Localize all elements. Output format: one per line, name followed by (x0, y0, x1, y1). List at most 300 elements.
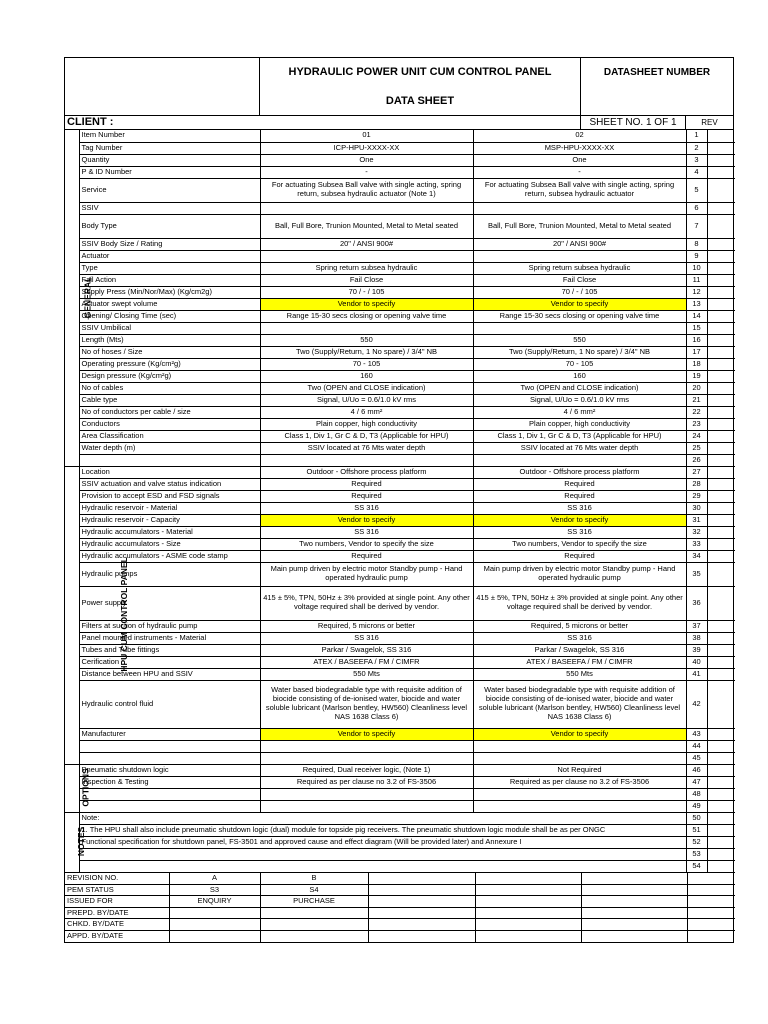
table-row (65, 274, 735, 286)
row-label: Supply Press (Min/Nor/Max) (Kg/cm2g) (79, 286, 260, 298)
table-row (65, 154, 735, 166)
note-row (65, 836, 735, 848)
table-row (65, 562, 735, 586)
row-number: 51 (686, 824, 707, 836)
rev-cell (707, 274, 735, 286)
value-item-01: One (260, 154, 473, 166)
value-item-01 (260, 752, 473, 764)
row-number: 50 (686, 812, 707, 824)
value-item-02: Main pump driven by electric motor Standby pump - Hand operated hydraulic pump (473, 562, 686, 586)
table-row (65, 550, 735, 562)
note-text (79, 848, 686, 860)
rev-cell (707, 478, 735, 490)
table-row (65, 142, 735, 154)
rev-cell (707, 656, 735, 668)
row-number: 53 (686, 848, 707, 860)
value-item-01: Main pump driven by electric motor Standby pump - Hand operated hydraulic pump (260, 562, 473, 586)
row-label: Length (Mts) (79, 334, 260, 346)
row-label: Type (79, 262, 260, 274)
value-item-01: SS 316 (260, 502, 473, 514)
value-item-02 (473, 454, 686, 466)
table-row (65, 130, 735, 142)
revision-label: APPD. BY/DATE (65, 930, 169, 942)
rev-cell (707, 562, 735, 586)
rev-cell (707, 430, 735, 442)
table-row (65, 788, 735, 800)
row-number: 25 (686, 442, 707, 454)
rev-cell (707, 214, 735, 238)
note-text: Note: (79, 812, 686, 824)
value-item-01 (260, 322, 473, 334)
row-number: 29 (686, 490, 707, 502)
value-item-01: 415 ± 5%, TPN, 50Hz ± 3% provided at single point. Any other voltage required shall be derived by vendor. (260, 586, 473, 620)
revision-row (65, 896, 735, 908)
revision-label: PEM STATUS (65, 884, 169, 896)
rev-cell (707, 788, 735, 800)
revision-cell (581, 884, 687, 896)
row-number: 10 (686, 262, 707, 274)
value-item-01: Required (260, 478, 473, 490)
row-label: Panel mounted instruments - Material (79, 632, 260, 644)
rev-cell (707, 848, 735, 860)
row-number: 35 (686, 562, 707, 586)
value-item-02: Parkar / Swagelok, SS 316 (473, 644, 686, 656)
row-label: Hydraulic accumulators - ASME code stamp (79, 550, 260, 562)
row-number: 1 (686, 130, 707, 142)
table-row (65, 202, 735, 214)
row-number: 4 (686, 166, 707, 178)
table-row (65, 382, 735, 394)
table-row (65, 526, 735, 538)
row-label: Hydraulic control fluid (79, 680, 260, 728)
note-row (65, 824, 735, 836)
rev-cell (707, 812, 735, 824)
table-row (65, 538, 735, 550)
row-label: Fail Action (79, 274, 260, 286)
value-item-01 (260, 454, 473, 466)
document-title: HYDRAULIC POWER UNIT CUM CONTROL PANEL (288, 66, 552, 79)
table-row (65, 394, 735, 406)
value-item-02: Vendor to specify (473, 298, 686, 310)
value-item-01: 70 - 105 (260, 358, 473, 370)
revision-cell (368, 919, 475, 931)
value-item-02: For actuating Subsea Ball valve with single acting, spring return, subsea hydraulic actuator (473, 178, 686, 202)
row-number: 28 (686, 478, 707, 490)
rev-cell (707, 644, 735, 656)
value-item-02: 70 / - / 105 (473, 286, 686, 298)
row-number: 8 (686, 238, 707, 250)
value-item-01: Vendor to specify (260, 728, 473, 740)
value-item-01: Parkar / Swagelok, SS 316 (260, 644, 473, 656)
table-row (65, 764, 735, 776)
row-number: 39 (686, 644, 707, 656)
value-item-02 (473, 202, 686, 214)
value-item-02 (473, 788, 686, 800)
table-row (65, 406, 735, 418)
revision-cell (687, 930, 735, 942)
rev-cell (707, 382, 735, 394)
revision-a (169, 930, 260, 942)
value-item-01: Required as per clause no 3.2 of FS-3506 (260, 776, 473, 788)
revision-label: PREPD. BY/DATE (65, 907, 169, 919)
table-row (65, 454, 735, 466)
table-row (65, 346, 735, 358)
revision-a (169, 907, 260, 919)
table-row (65, 250, 735, 262)
revision-cell (368, 873, 475, 885)
value-item-02: Class 1, Div 1, Gr C & D, T3 (Applicable for HPU) (473, 430, 686, 442)
revision-a: S3 (169, 884, 260, 896)
value-item-01: Vendor to specify (260, 298, 473, 310)
value-item-01: Required (260, 550, 473, 562)
revision-b: PURCHASE (260, 896, 368, 908)
document-subtitle: DATA SHEET (385, 94, 455, 107)
value-item-02: Plain copper, high conductivity (473, 418, 686, 430)
revision-row (65, 907, 735, 919)
value-item-01: Two (OPEN and CLOSE indication) (260, 382, 473, 394)
rev-cell (707, 262, 735, 274)
revision-a (169, 919, 260, 931)
rev-cell (707, 728, 735, 740)
table-row (65, 514, 735, 526)
rev-cell (707, 238, 735, 250)
value-item-01: Vendor to specify (260, 514, 473, 526)
value-item-02: 415 ± 5%, TPN, 50Hz ± 3% provided at single point. Any other voltage required shall be derived by vendor. (473, 586, 686, 620)
title-block (260, 58, 581, 115)
row-label: SSIV (79, 202, 260, 214)
value-item-01: Ball, Full Bore, Trunion Mounted, Metal to Metal seated (260, 214, 473, 238)
row-number: 12 (686, 286, 707, 298)
revision-a: A (169, 873, 260, 885)
value-item-01: 550 Mts (260, 668, 473, 680)
row-label: Power supply (79, 586, 260, 620)
note-row (65, 812, 735, 824)
table-row (65, 286, 735, 298)
row-label: Quantity (79, 154, 260, 166)
value-item-02: One (473, 154, 686, 166)
value-item-01: 70 / - / 105 (260, 286, 473, 298)
row-label: Tubes and Tube fittings (79, 644, 260, 656)
row-label: Service (79, 178, 260, 202)
note-text: Functional specification for shutdown panel, FS-3501 and approved cause and effect diagram (Will be provided later) and Annexure I (79, 836, 686, 848)
rev-cell (707, 620, 735, 632)
value-item-02: SS 316 (473, 632, 686, 644)
rev-cell (707, 502, 735, 514)
rev-cell (707, 394, 735, 406)
value-item-02: SS 316 (473, 526, 686, 538)
revision-cell (581, 873, 687, 885)
rev-cell (707, 680, 735, 728)
table-row (65, 334, 735, 346)
table-row (65, 478, 735, 490)
table-row (65, 656, 735, 668)
row-label: Operating pressure (Kg/cm²g) (79, 358, 260, 370)
row-number: 30 (686, 502, 707, 514)
rev-cell (707, 442, 735, 454)
table-row (65, 418, 735, 430)
row-label: Item Number (79, 130, 260, 142)
value-item-02: Vendor to specify (473, 514, 686, 526)
table-row (65, 214, 735, 238)
row-label: Cable type (79, 394, 260, 406)
rev-cell (707, 166, 735, 178)
value-item-02: Two numbers, Vendor to specify the size (473, 538, 686, 550)
row-number: 31 (686, 514, 707, 526)
row-number: 24 (686, 430, 707, 442)
rev-label: REV (701, 118, 718, 127)
rev-cell (707, 526, 735, 538)
row-number: 26 (686, 454, 707, 466)
section-label: OPTIONS (80, 768, 91, 807)
section-options (65, 764, 91, 812)
row-number: 13 (686, 298, 707, 310)
row-number: 47 (686, 776, 707, 788)
table-row (65, 740, 735, 752)
table-row (65, 502, 735, 514)
value-item-01: SS 316 (260, 632, 473, 644)
row-label: Tag Number (79, 142, 260, 154)
value-item-01: Fail Close (260, 274, 473, 286)
row-number: 5 (686, 178, 707, 202)
table-row (65, 298, 735, 310)
table-row (65, 668, 735, 680)
row-label: Actuator swept volume (79, 298, 260, 310)
row-label: Hydraulic pumps (79, 562, 260, 586)
row-number: 14 (686, 310, 707, 322)
value-item-01: Required (260, 490, 473, 502)
row-label: SSIV Body Size / Rating (79, 238, 260, 250)
row-label: Location (79, 466, 260, 478)
revision-a: ENQUIRY (169, 896, 260, 908)
row-label: Distance between HPU and SSIV (79, 668, 260, 680)
row-number: 7 (686, 214, 707, 238)
revision-cell (581, 919, 687, 931)
value-item-01: SS 316 (260, 526, 473, 538)
row-label: Body Type (79, 214, 260, 238)
table-row (65, 800, 735, 812)
table-row (65, 752, 735, 764)
row-number: 23 (686, 418, 707, 430)
revision-row (65, 919, 735, 931)
revision-cell (368, 896, 475, 908)
row-number: 32 (686, 526, 707, 538)
row-number: 27 (686, 466, 707, 478)
rev-cell (707, 406, 735, 418)
row-label: P & ID Number (79, 166, 260, 178)
table-row (65, 166, 735, 178)
value-item-01: Class 1, Div 1, Gr C & D, T3 (Applicable for HPU) (260, 430, 473, 442)
revision-cell (687, 919, 735, 931)
revision-cell (687, 907, 735, 919)
value-item-01: Two (Supply/Return, 1 No spare) / 3/4" NB (260, 346, 473, 358)
rev-cell (707, 860, 735, 872)
value-item-01: Outdoor - Offshore process platform (260, 466, 473, 478)
value-item-01: Signal, U/Uo = 0.6/1.0 kV rms (260, 394, 473, 406)
value-item-02: 02 (473, 130, 686, 142)
revision-b (260, 907, 368, 919)
rev-cell (707, 836, 735, 848)
revision-label: REVISION NO. (65, 873, 169, 885)
value-item-01: Required, 5 microns or better (260, 620, 473, 632)
rev-cell (707, 740, 735, 752)
revision-row (65, 884, 735, 896)
revision-cell (687, 873, 735, 885)
revision-cell (687, 884, 735, 896)
row-number: 33 (686, 538, 707, 550)
row-label: Inspection & Testing (79, 776, 260, 788)
row-number: 9 (686, 250, 707, 262)
value-item-02: - (473, 166, 686, 178)
rev-cell (707, 370, 735, 382)
value-item-02: MSP-HPU-XXXX-XX (473, 142, 686, 154)
row-number: 34 (686, 550, 707, 562)
row-number: 19 (686, 370, 707, 382)
row-number: 15 (686, 322, 707, 334)
value-item-02: Water based biodegradable type with requisite addition of biocide consisting of de-ionised water, biocide and water soluble lubricant (Marlson bentley, HW560) Cleanliness level NAS 1638 Class 6) (473, 680, 686, 728)
value-item-02: Two (OPEN and CLOSE indication) (473, 382, 686, 394)
revision-cell (368, 930, 475, 942)
revision-cell (687, 896, 735, 908)
value-item-01 (260, 250, 473, 262)
value-item-01: ATEX / BASEEFA / FM / CIMFR (260, 656, 473, 668)
value-item-01: 550 (260, 334, 473, 346)
section-label: HPU CUM CONTROL PANEL (118, 557, 129, 672)
value-item-02: Spring return subsea hydraulic (473, 262, 686, 274)
revision-row (65, 873, 735, 885)
value-item-02: Vendor to specify (473, 728, 686, 740)
row-number: 52 (686, 836, 707, 848)
row-number: 11 (686, 274, 707, 286)
note-row (65, 848, 735, 860)
row-number: 40 (686, 656, 707, 668)
value-item-02: SS 316 (473, 502, 686, 514)
datasheet (64, 57, 734, 943)
revision-b: S4 (260, 884, 368, 896)
row-label: No of conductors per cable / size (79, 406, 260, 418)
table-row (65, 644, 735, 656)
row-number: 21 (686, 394, 707, 406)
table-row (65, 310, 735, 322)
row-label: SSIV actuation and valve status indication (79, 478, 260, 490)
row-number: 6 (686, 202, 707, 214)
value-item-02: Two (Supply/Return, 1 No spare) / 3/4" NB (473, 346, 686, 358)
table-row (65, 776, 735, 788)
rev-cell (707, 178, 735, 202)
row-label: Manufacturer (79, 728, 260, 740)
table-row (65, 466, 735, 478)
value-item-02: 70 - 105 (473, 358, 686, 370)
value-item-02: Ball, Full Bore, Trunion Mounted, Metal to Metal seated (473, 214, 686, 238)
value-item-02: 550 (473, 334, 686, 346)
value-item-02: Fail Close (473, 274, 686, 286)
rev-cell (707, 322, 735, 334)
row-number: 44 (686, 740, 707, 752)
rev-cell (707, 418, 735, 430)
sheet-number: SHEET NO. 1 OF 1 (581, 116, 686, 129)
value-item-01: Spring return subsea hydraulic (260, 262, 473, 274)
table-row (65, 728, 735, 740)
value-item-01: Required, Dual receiver logic, (Note 1) (260, 764, 473, 776)
rev-cell (707, 358, 735, 370)
table-row (65, 370, 735, 382)
section-notes (65, 812, 87, 872)
revision-cell (368, 907, 475, 919)
row-number: 49 (686, 800, 707, 812)
section-label: NOTES (76, 826, 87, 857)
rev-cell (707, 466, 735, 478)
value-item-02: Required (473, 478, 686, 490)
rev-cell (707, 130, 735, 142)
table-row (65, 442, 735, 454)
revision-cell (475, 873, 581, 885)
row-number: 48 (686, 788, 707, 800)
value-item-02: Range 15-30 secs closing or opening valve time (473, 310, 686, 322)
note-row (65, 860, 735, 872)
rev-cell (707, 538, 735, 550)
note-text (79, 860, 686, 872)
table-row (65, 262, 735, 274)
value-item-02: ATEX / BASEEFA / FM / CIMFR (473, 656, 686, 668)
value-item-01: Water based biodegradable type with requisite addition of biocide consisting of de-ionised water, biocide and water soluble lubricant (Marlson bentley, HW560) Cleanliness level NAS 1638 Class 6) (260, 680, 473, 728)
rev-cell (707, 286, 735, 298)
rev-cell (707, 454, 735, 466)
revision-b (260, 919, 368, 931)
row-label (79, 800, 260, 812)
row-number: 54 (686, 860, 707, 872)
value-item-02: 20" / ANSI 900# (473, 238, 686, 250)
rev-cell (707, 490, 735, 502)
value-item-02: SSIV located at 76 Mts water depth (473, 442, 686, 454)
value-item-02: Not Required (473, 764, 686, 776)
row-number: 3 (686, 154, 707, 166)
row-number: 36 (686, 586, 707, 620)
note-text: 1. The HPU shall also include pneumatic shutdown logic (dual) module for topside pig receivers. The pneumatic shutdown logic module shall be as per ONGC (79, 824, 686, 836)
rev-cell (707, 586, 735, 620)
value-item-02: 160 (473, 370, 686, 382)
row-number: 22 (686, 406, 707, 418)
rev-cell (707, 824, 735, 836)
value-item-02: Required (473, 490, 686, 502)
value-item-02: 4 / 6 mm² (473, 406, 686, 418)
rev-cell (707, 752, 735, 764)
row-label: Hydraulic accumulators - Material (79, 526, 260, 538)
rev-cell (707, 668, 735, 680)
value-item-02: Required as per clause no 3.2 of FS-3506 (473, 776, 686, 788)
value-item-01: 01 (260, 130, 473, 142)
revision-cell (475, 884, 581, 896)
rev-cell (707, 298, 735, 310)
row-label: No of cables (79, 382, 260, 394)
row-label: Filters at suction of hydraulic pump (79, 620, 260, 632)
table-row (65, 178, 735, 202)
revision-cell (581, 930, 687, 942)
row-number: 18 (686, 358, 707, 370)
table-row (65, 620, 735, 632)
revision-b (260, 930, 368, 942)
revision-cell (581, 896, 687, 908)
revision-cell (475, 919, 581, 931)
revision-table (65, 873, 735, 943)
rev-cell (707, 142, 735, 154)
revision-label: CHKD. BY/DATE (65, 919, 169, 931)
value-item-02: Outdoor - Offshore process platform (473, 466, 686, 478)
revision-cell (368, 884, 475, 896)
value-item-02: Signal, U/Uo = 0.6/1.0 kV rms (473, 394, 686, 406)
row-label (79, 752, 260, 764)
row-label: No of hoses / Size (79, 346, 260, 358)
rev-cell (707, 310, 735, 322)
row-number: 41 (686, 668, 707, 680)
